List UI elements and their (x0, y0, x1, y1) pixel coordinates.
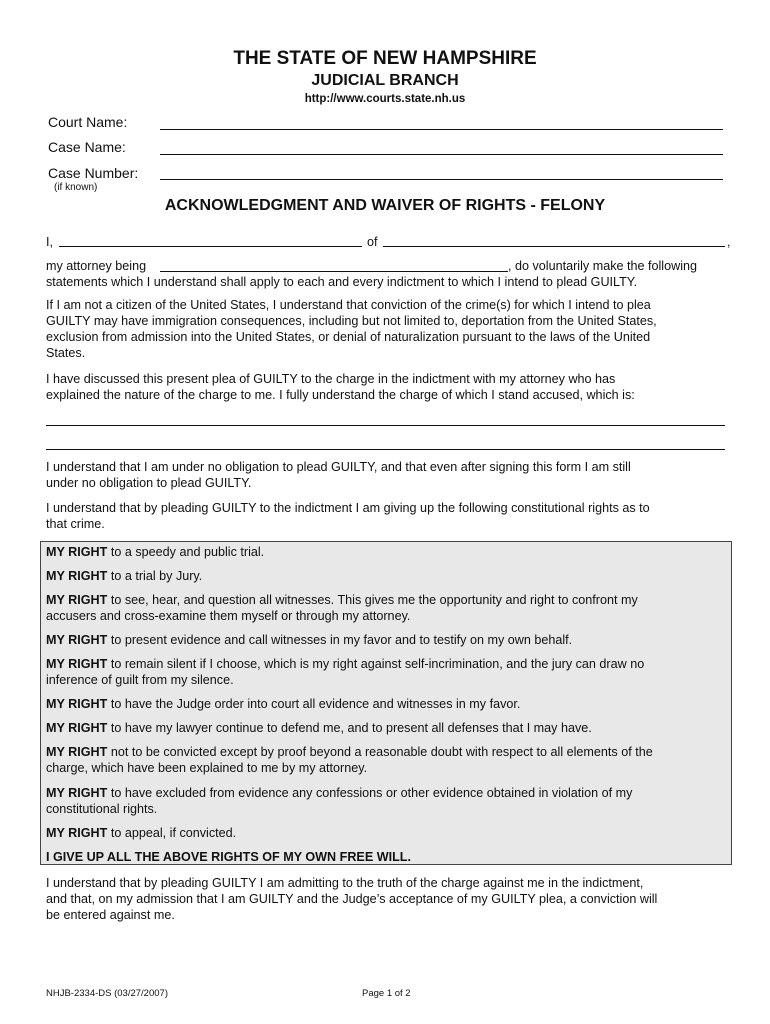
right-item: MY RIGHT to present evidence and call witnesses in my favor and to testify on my own behalf. (46, 633, 573, 647)
charge-line-1[interactable] (46, 425, 725, 426)
right-item: MY RIGHT to appeal, if convicted. (46, 826, 237, 840)
if-known-note: (if known) (54, 182, 98, 193)
right-item: MY RIGHT to have excluded from evidence any confessions or other evidence obtained in violation of my constitutional rights. (46, 786, 633, 816)
right-item: MY RIGHT to remain silent if I choose, which is my right against self-incrimination, and the jury can draw no inference of guilt from my silence. (46, 657, 645, 687)
i-label: I, (46, 235, 53, 249)
attorney-name-field[interactable] (160, 271, 508, 272)
citizen-line: States. (46, 346, 86, 360)
admitting-line: and that, on my admission that I am GUILTY and the Judge’s acceptance of my GUILTY plea, a conviction will (46, 892, 658, 906)
citizen-line: GUILTY may have immigration consequences, including but not limited to, deportation from the United States, (46, 314, 657, 328)
admitting-line: I understand that by pleading GUILTY I am admitting to the truth of the charge against me in the indictment, (46, 876, 644, 890)
court-name-label: Court Name: (48, 114, 128, 130)
page-number: Page 1 of 2 (362, 988, 411, 999)
charge-line-2[interactable] (46, 449, 725, 450)
form-id: NHJB-2334-DS (03/27/2007) (46, 988, 168, 999)
defendant-name-field[interactable] (59, 246, 362, 247)
court-url: http://www.courts.state.nh.us (304, 93, 466, 105)
case-number-field[interactable] (160, 179, 723, 180)
right-item: MY RIGHT to have my lawyer continue to defend me, and to present all defenses that I may have. (46, 721, 592, 735)
giving-up-line: that crime. (46, 517, 105, 531)
statements-text: statements which I understand shall apply to each and every indictment to which I intend to plead GUILTY. (46, 275, 638, 289)
citizen-line: exclusion from admission into the United States, or denial of naturalization pursuant to the laws of the United (46, 330, 651, 344)
right-item: MY RIGHT not to be convicted except by proof beyond a reasonable doubt with respect to all elements of the charge, which have been explained to me by my attorney. (46, 745, 653, 775)
citizen-line: If I am not a citizen of the United States, I understand that conviction of the crime(s) for which I intend to plea (46, 298, 651, 312)
no-obligation-line: I understand that I am under no obligation to plead GUILTY, and that even after signing this form I am still (46, 460, 631, 474)
voluntarily-text: , do voluntarily make the following (508, 259, 698, 273)
right-item: MY RIGHT to a speedy and public trial. (46, 545, 265, 559)
right-item: MY RIGHT to a trial by Jury. (46, 569, 203, 583)
no-obligation-line: under no obligation to plead GUILTY. (46, 476, 252, 490)
case-number-label: Case Number: (48, 165, 139, 181)
discussed-line: explained the nature of the charge to me. I fully understand the charge of which I stand accused, which is: (46, 388, 635, 402)
waiver-statement: I GIVE UP ALL THE ABOVE RIGHTS OF MY OWN FREE WILL. (46, 850, 412, 864)
discussed-paragraph (46, 371, 730, 403)
state-title: THE STATE OF NEW HAMPSHIRE (233, 48, 537, 69)
court-name-field[interactable] (160, 129, 723, 130)
discussed-line: I have discussed this present plea of GUILTY to the charge in the indictment with my attorney who has (46, 372, 616, 386)
case-name-label: Case Name: (48, 139, 126, 155)
rights-box (40, 541, 732, 865)
no-obligation-paragraph (46, 459, 730, 491)
comma-label: , (727, 235, 731, 249)
admitting-paragraph (46, 875, 730, 923)
defendant-address-field[interactable] (383, 246, 725, 247)
admitting-line: be entered against me. (46, 908, 175, 922)
case-name-field[interactable] (160, 154, 723, 155)
attorney-label: my attorney being (46, 259, 147, 273)
giving-up-line: I understand that by pleading GUILTY to the indictment I am giving up the following constitutional rights as to (46, 501, 650, 515)
of-label: of (367, 235, 378, 249)
right-item: MY RIGHT to have the Judge order into court all evidence and witnesses in my favor. (46, 697, 521, 711)
citizen-paragraph (46, 297, 730, 361)
form-title: ACKNOWLEDGMENT AND WAIVER OF RIGHTS - FELONY (164, 197, 606, 214)
right-item: MY RIGHT to see, hear, and question all witnesses. This gives me the opportunity and right to confront my accusers and cross-examine them myself or through my attorney. (46, 593, 638, 623)
giving-up-paragraph (46, 500, 730, 532)
branch-title: JUDICIAL BRANCH (311, 72, 459, 89)
